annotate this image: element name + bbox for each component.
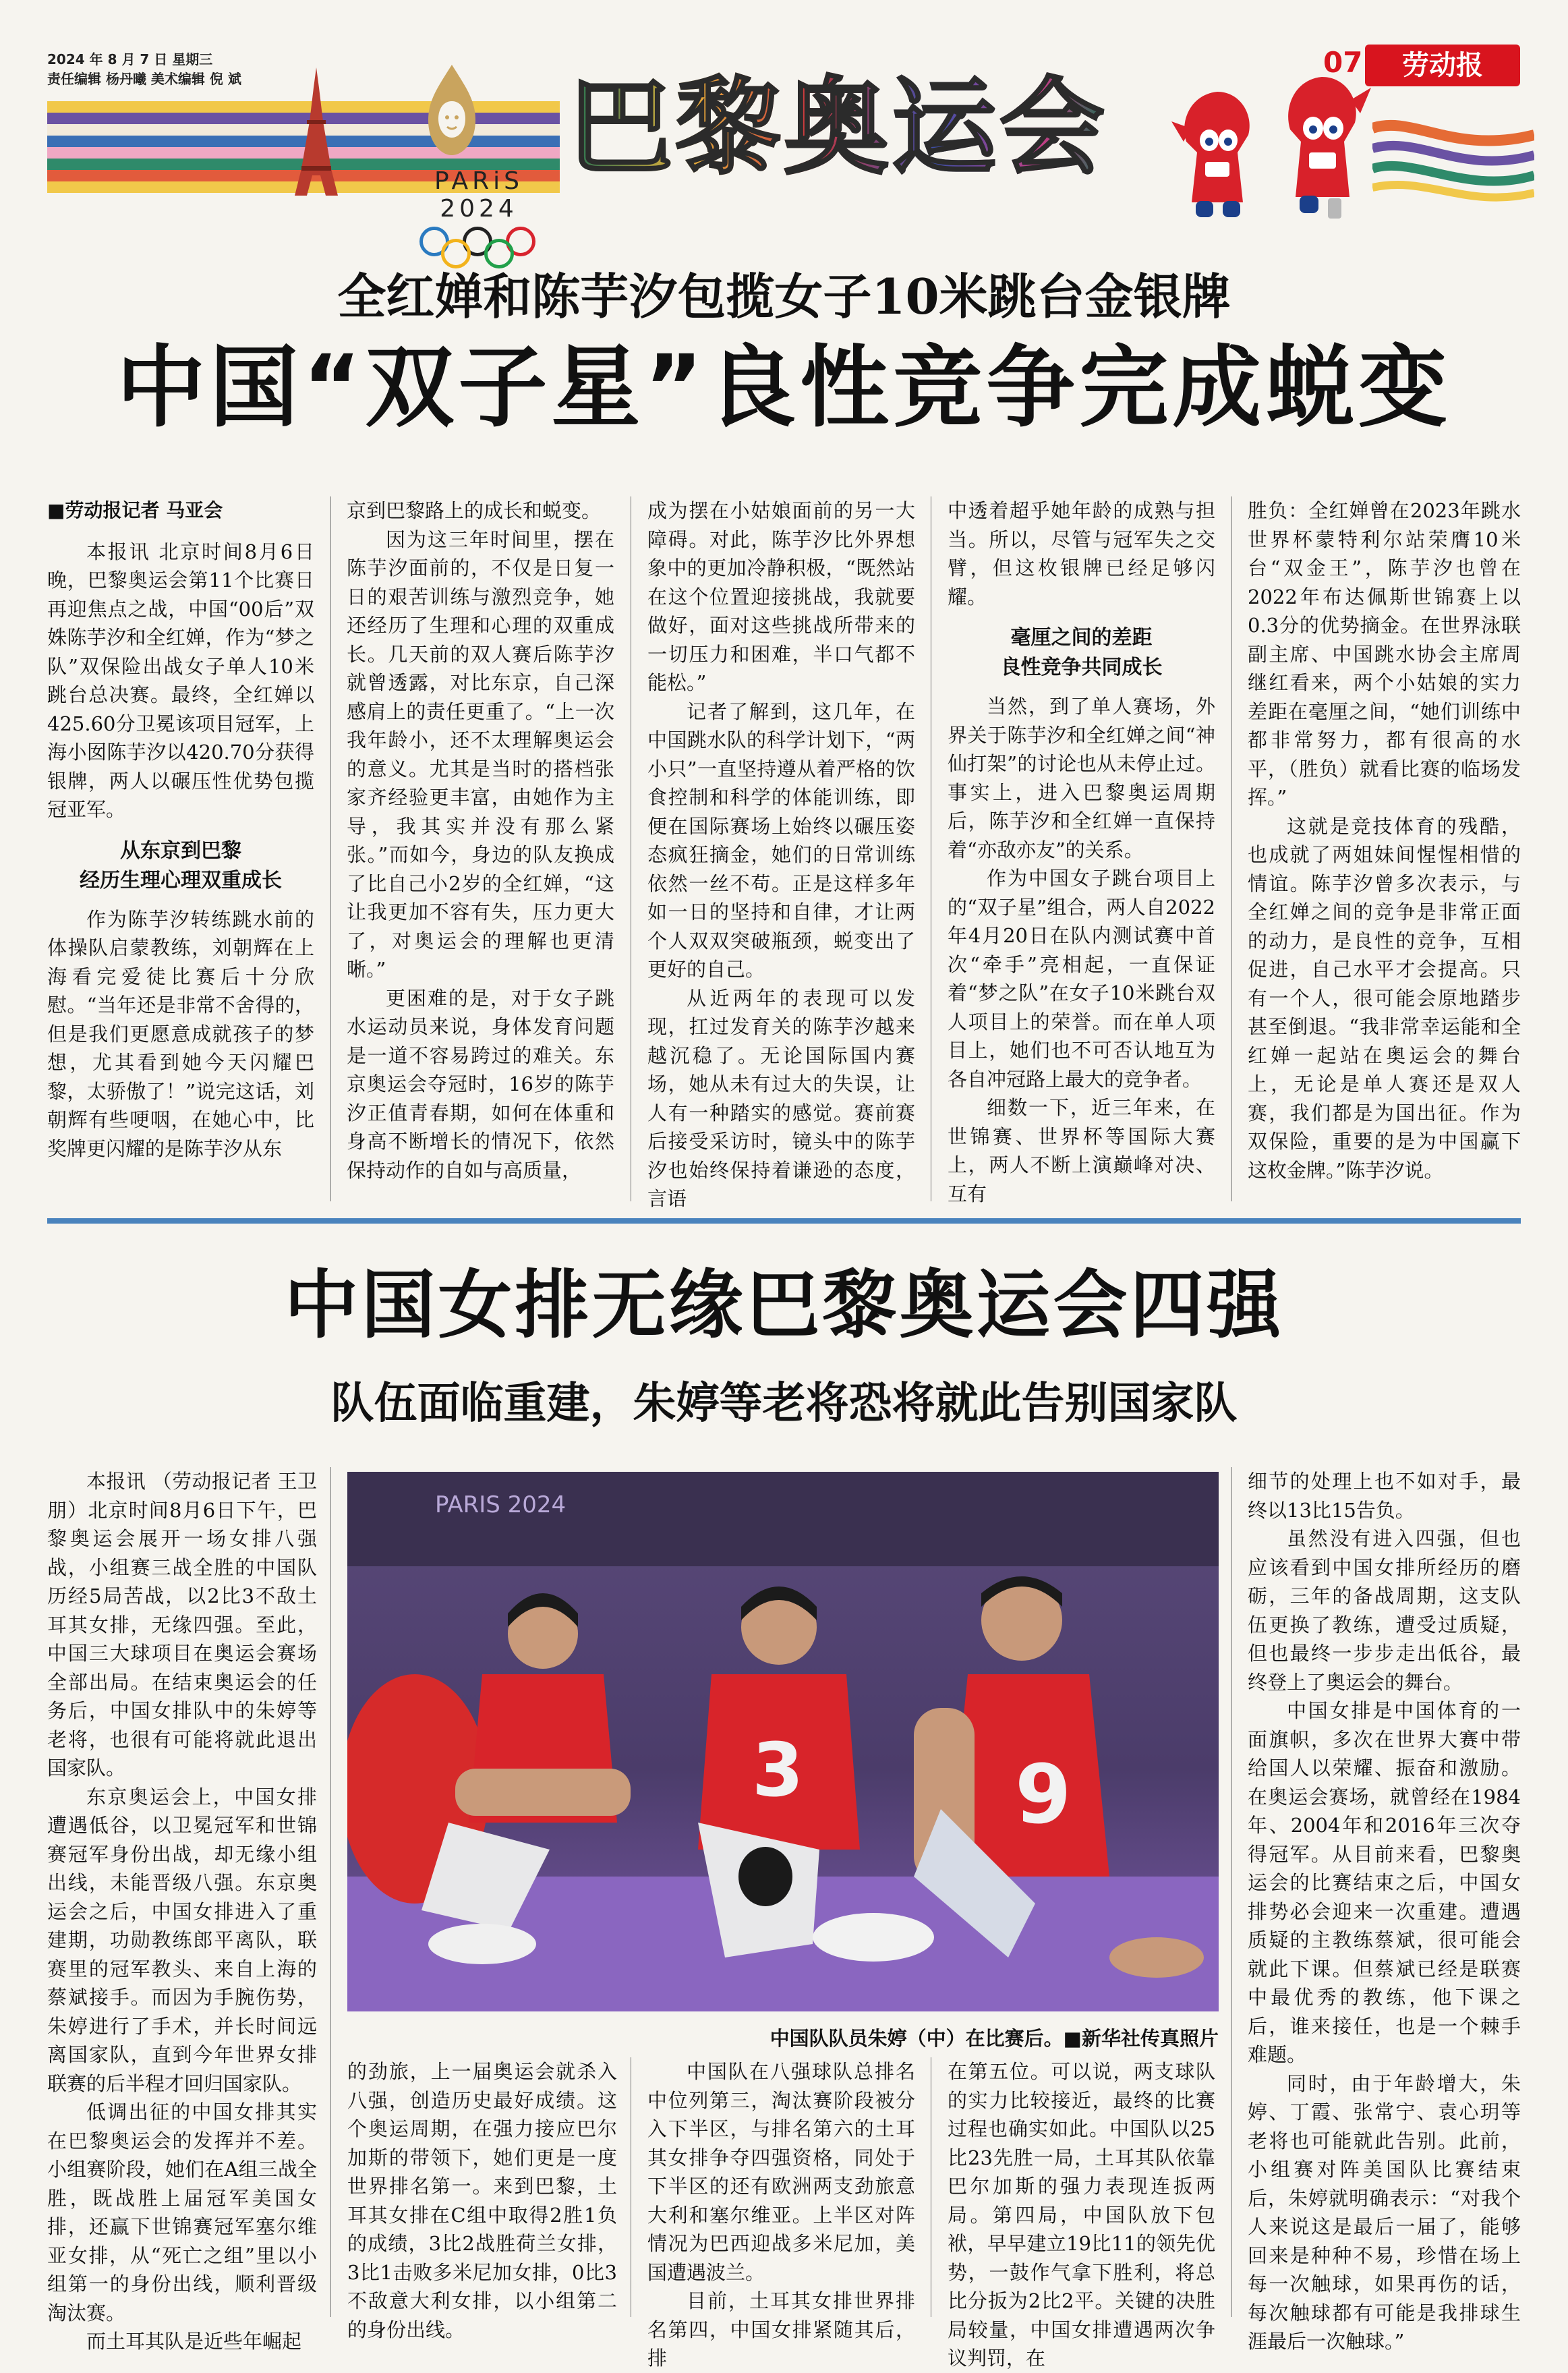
svg-text:3: 3: [752, 1727, 804, 1813]
section-divider: [47, 1218, 1521, 1224]
story1-paragraph: 成为摆在小姑娘面前的另一大障碍。对此，陈芋汐比外界想象中的更加冷静积极，“既然站在这个位置迎接挑战，我就要做好，面对这些挑战所带来的一切压力和困难，半口气都不能松。”: [647, 499, 915, 694]
story1-subhead-2: [948, 623, 1215, 683]
story2-paragraph: 细节的处理上也不如对手，最终以13比15告负。: [1248, 1470, 1521, 1522]
eiffel-tower-icon: [293, 67, 339, 196]
olympic-flame-emblem-icon: [401, 59, 502, 161]
phryge-paralympic-mascot-icon: [1271, 73, 1372, 221]
svg-text:9: 9: [1015, 1748, 1072, 1842]
olympic-rings-icon: [418, 227, 540, 267]
story2-column-5: [1248, 1467, 1521, 2356]
column-rule: [1231, 1467, 1232, 2317]
story1-paragraph: 作为中国女子跳台项目上的“双子星”组合，两人自2022年4月20日在队内测试赛中首次“牵手”亮相起，一直保证着“梦之队”在女子10米跳台双人项目上的荣誉。而在单人项目上，她们也不可否认地互为各自冲冠路上最大的竞争者。: [948, 867, 1215, 1091]
story1-column-2: [347, 496, 614, 1184]
paris-2024-logo: [401, 59, 556, 255]
story2-paragraph: 低调出征的中国女排其实在巴黎奥运会的发挥并不差。小组赛阶段，她们在A组三战全胜，既战胜上届冠军美国女排，还赢下世锦赛冠军塞尔维亚女排，从“死亡之组”里以小组第一的身份出线，顺利晋级淘汰赛。: [47, 2100, 317, 2324]
story1-column-3: [647, 496, 915, 1213]
subhead-line: 毫厘之间的差距: [1010, 626, 1153, 650]
column-rule: [330, 496, 331, 1201]
story2-column-1: [47, 1467, 317, 2356]
story2-paragraph: 本报讯 （劳动报记者 王卫朋）北京时间8月6日下午，巴黎奥运会展开一场女排八强战，小组赛三战全胜的中国队历经5局苦战，以2比3不敌土耳其女排，无缘四强。至此，中国三大球项目在奥运会赛场全部出局。在结束奥运会的任务后，中国女排队中的朱婷等老将，也很有可能将就此退出国家队。: [47, 1470, 317, 1779]
story1-column-5: [1248, 496, 1521, 1184]
page-number: 07: [1323, 46, 1363, 79]
story2-column-2: [347, 2057, 617, 2344]
phryge-mascot-icon: [1170, 88, 1265, 223]
story2-paragraph: 中国女排是中国体育的一面旗帜，多次在世界大赛中带给国人以荣耀、振奋和激励。在奥运会赛场，就曾经在1984年、2004年和2016年三次夺得冠军。从目前来看，巴黎奥运会的比赛结束之后，中国女排势必会迎来一次重建。遭遇质疑的主教练蔡斌，很可能会就此下课。但蔡斌已经是联赛中最优秀的教练，他下课之后，谁来接任，也是一个棘手难题。: [1248, 1699, 1521, 2066]
story1-paragraph: 胜负：全红婵曾在2023年跳水世界杯蒙特利尔站荣膺10米台“双金王”，陈芋汐也曾在2022年布达佩斯世锦赛上以0.3分的优势摘金。在世界泳联副主席、中国跳水协会主席周继红看来，两个小姑娘的实力差距在毫厘之间，“她们训练中都非常努力，都有很高的水平，（胜负）就看比赛的临场发挥。”: [1248, 499, 1521, 809]
story1-paragraph: 因为这三年时间里，摆在陈芋汐面前的，不仅是日复一日的艰苦训练与激烈竞争，她还经历了生理和心理的双重成长。几天前的双人赛后陈芋汐就曾透露，对比东京，自己深感肩上的责任更重了。“上一次我年龄小，还不太理解奥运会的意义。尤其是当时的搭档张家齐经验更丰富，由她作为主导，我其实并没有那么紧张。”而如今，身边的队友换成了比自己小2岁的全红婵，“这让我更加不容有失，压力更大了，对奥运会的理解也更清晰。”: [347, 527, 614, 981]
column-rule: [330, 1467, 331, 2317]
subhead-line: 经历生理心理双重成长: [80, 868, 282, 892]
story1-headline: 中国“双子星”良性竞争完成蜕变: [116, 336, 1452, 440]
story1-subhead-1: [47, 836, 314, 896]
story2-paragraph: 的劲旅，上一届奥运会就杀入八强，创造历史最好成绩。这个奥运周期，在强力接应巴尔加斯的带领下，她们更是一度世界排名第一。来到巴黎，土耳其女排在C组中取得2胜1负的成绩，3比2战胜荷兰女排，3比1击败多米尼加女排，0比3不敌意大利女排，以小组第二的身份出线。: [347, 2060, 617, 2341]
photo-caption: 中国队队员朱婷（中）在比赛后。■新华社传真照片: [770, 2027, 1219, 2050]
subhead-line: 从东京到巴黎: [120, 838, 241, 863]
story1-column-1: [47, 496, 314, 1163]
story2-paragraph: 虽然没有进入四强，但也应该看到中国女排所经历的磨砺，三年的备战周期，这支队伍更换了教练，遭受过质疑，但也最终一步步走出低谷，最终登上了奥运会的舞台。: [1248, 1527, 1521, 1694]
story2-paragraph: 同时，由于年龄增大，朱婷、丁霞、张常宁、袁心玥等老将也可能就此告别。此前，小组赛对阵美国队比赛结束后，朱婷就明确表示：“对我个人来说这是最后一届了，能够回来是种种不易，珍惜在场上每一次触球，如果再伤的话，每次触球都有可能是我排球生涯最后一次触球。”: [1248, 2071, 1521, 2353]
story1-paragraph: 本报讯 北京时间8月6日晚，巴黎奥运会第11个比赛日再迎焦点之战，中国“00后”双姝陈芋汐和全红婵，作为“梦之队”双保险出战女子单人10米跳台总决赛。最终，全红婵以425.60分卫冕该项目冠军，上海小囡陈芋汐以420.70分获得银牌，两人以碾压性优势包揽冠亚军。: [47, 540, 314, 821]
subhead-line: 良性竞争共同成长: [1000, 656, 1163, 679]
story2-column-4: [948, 2057, 1215, 2373]
story1-paragraph: 更困难的是，对于女子跳水运动员来说，身体发育问题是一道不容易跨过的难关。东京奥运会夺冠时，16岁的陈芋汐正值青春期，如何在体重和身高不断增长的情况下，依然保持动作的自如与高质量，: [347, 986, 614, 1182]
story1-paragraph: 作为陈芋汐转练跳水前的体操队启蒙教练，刘朝辉在上海看完爱徒比赛后十分欣慰。“当年还是非常不舍得的，但是我们更愿意成就孩子的梦想，尤其看到她今天闪耀巴黎，太骄傲了！”说完这话，刘朝辉有些哽咽，在她心中，比奖牌更闪耀的是陈芋汐从东: [47, 907, 314, 1160]
editor-credits: 责任编辑 杨丹曦 美术编辑 倪 斌: [47, 71, 241, 87]
story1-paragraph: 京到巴黎路上的成长和蜕变。: [347, 499, 602, 522]
story1-byline: ■劳动报记者 马亚会: [47, 499, 223, 521]
story1-paragraph: 当然，到了单人赛场，外界关于陈芋汐和全红婵之间“神仙打架”的讨论也从未停止过。事实上，进入巴黎奥运周期后，陈芋汐和全红婵一直保持着“亦敌亦友”的关系。: [948, 695, 1215, 861]
newspaper-brand-logo: 劳动报: [1365, 45, 1520, 86]
story1-paragraph: 从近两年的表现可以发现，扛过发育关的陈芋汐越来越沉稳了。无论国际国内赛场，她从未有过大的失误，让人有一种踏实的感觉。赛前赛后接受采访时，镜头中的陈芋汐也始终保持着谦逊的态度，言语: [647, 986, 915, 1210]
story1-paragraph: 中透着超乎她年龄的成熟与担当。所以，尽管与冠军失之交臂，但这枚银牌已经足够闪耀。: [948, 499, 1215, 608]
paris-2024-wordmark: PARiS 2024: [434, 167, 523, 223]
page-section-title: 巴黎奥运会: [568, 66, 1107, 189]
story2-headline: 中国女排无缘巴黎奥运会四强: [284, 1262, 1284, 1348]
ribbon-decoration-icon: [1372, 108, 1534, 202]
story2-paragraph: 目前，土耳其女排世界排名第四，中国女排紧随其后，排: [647, 2289, 915, 2370]
story1-paragraph: 这就是竞技体育的残酷，也成就了两姐妹间惺惺相惜的情谊。陈芋汐曾多次表示，与全红婵之间的竞争是非常正面的动力，是良性的竞争，互相促进，自己水平才会提高。只有一个人，很可能会原地踏步甚至倒退。“我非常幸运能和全红婵一起站在奥运会的舞台上，无论是单人赛还是双人赛，我们都是为国出征。作为双保险，重要的是为中国赢下这枚金牌。”陈芋汐说。: [1248, 814, 1521, 1182]
story2-paragraph: 在第五位。可以说，两支球队的实力比较接近，最终的比赛过程也确实如此。中国队以25比23先胜一局，土耳其队依靠巴尔加斯的强力表现连扳两局。第四局，中国队放下包袱，早早建立19比11的领先优势，一鼓作气拿下胜利，将总比分扳为2比2平。关键的决胜局较量，中国女排遭遇两次争议判罚，在: [948, 2060, 1215, 2370]
photo-backdrop-text: PARIS 2024: [435, 1491, 567, 1518]
volleyball-players-image: [347, 1472, 1219, 2011]
column-rule: [1231, 496, 1232, 1201]
story1-paragraph: 记者了解到，这几年，在中国跳水队的科学计划下，“两小只”一直坚持遵从着严格的饮食控制和科学的体能训练，即便在国际赛场上始终以碾压姿态疯狂摘金，她们的日常训练依然一丝不苟。正是这样多年如一日的坚持和自律，才让两个人双双突破瓶颈，蜕变出了更好的自己。: [647, 699, 915, 981]
story1-paragraph: 细数一下，近三年来，在世锦赛、世界杯等国际大赛上，两人不断上演巅峰对决、互有: [948, 1096, 1215, 1205]
story2-paragraph: 中国队在八强球队总排名中位列第三，淘汰赛阶段被分入下半区，与排名第六的土耳其女排争夺四强资格，同处于下半区的还有欧洲两支劲旅意大利和塞尔维亚。上半区对阵情况为巴西迎战多米尼加，美国遭遇波兰。: [647, 2060, 915, 2284]
masthead-meta: [47, 50, 241, 89]
story1-kicker: 全红婵和陈芋汐包揽女子10米跳台金银牌: [337, 268, 1231, 325]
story2-paragraph: 而土耳其队是近些年崛起: [86, 2330, 302, 2353]
story2-paragraph: 东京奥运会上，中国女排遭遇低谷，以卫冕冠军和世锦赛冠军身份出战，却无缘小组出线，未能晋级八强。东京奥运会之后，中国女排进入了重建期，功勋教练郎平离队，联赛里的冠军教头、来自上海的蔡斌接手。而因为手腕伤势，朱婷进行了手术，并长时间远离国家队，直到今年世界女排联赛的后半程才回归国家队。: [47, 1785, 317, 2095]
story2-column-3: [647, 2057, 915, 2373]
story1-column-4: [948, 496, 1215, 1208]
issue-date: 2024 年 8 月 7 日 星期三: [47, 51, 213, 67]
story2-kicker: 队伍面临重建，朱婷等老将恐将就此告别国家队: [330, 1378, 1238, 1429]
volleyball-team-photo: [347, 1472, 1219, 2011]
